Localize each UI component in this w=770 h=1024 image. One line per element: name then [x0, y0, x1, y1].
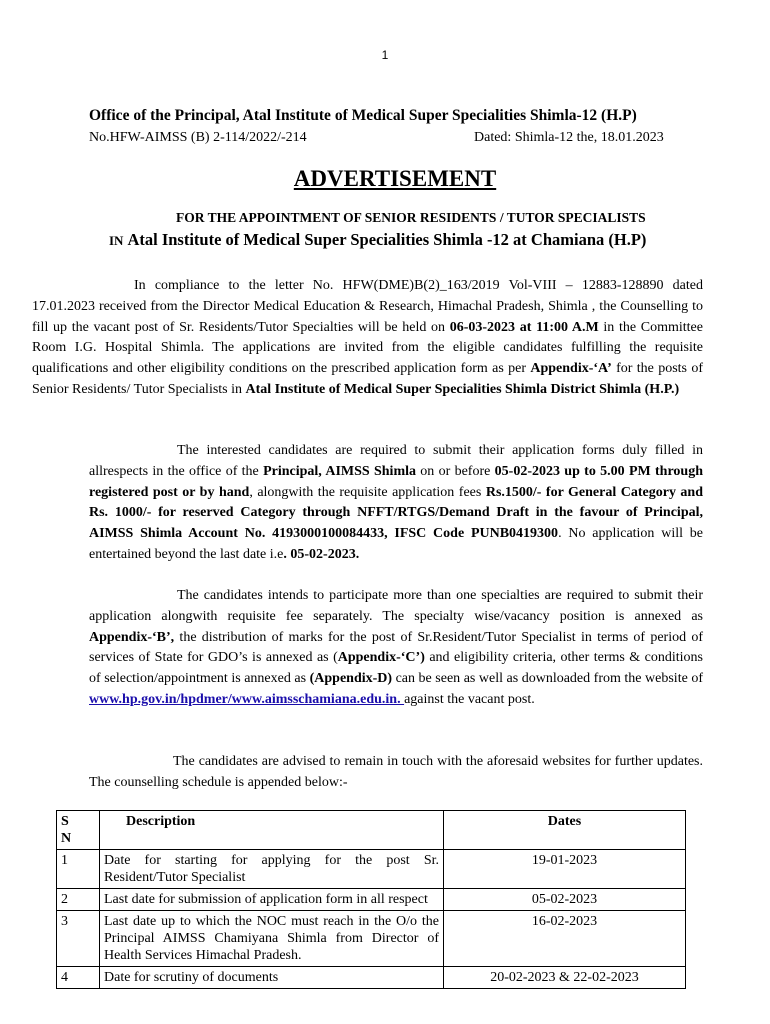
row-date: 20-02-2023 & 22-02-2023 [444, 967, 686, 989]
submission-paragraph: The interested candidates are required to submit their application forms duly filled in allrespects in the office of the Principal, AIMSS Shimla on or before 05-02-2023 up to 5.00 PM through registered post or by hand, alongwith the requisite application fees Rs.1500/- for General Category and Rs. 1000/- for reserved Category through NFFT/RTGS/Demand Draft in the favour of Principal, AIMSS Shimla Account No. 4193000100084433, IFSC Code PUNB0419300. No application will be entertained beyond the last date i.e. 05-02-2023. [89, 443, 704, 562]
row-description: Date for starting for applying for the post Sr. Resident/Tutor Specialist [100, 850, 444, 889]
row-date: 16-02-2023 [444, 911, 686, 967]
subtitle-institute [109, 230, 646, 250]
dates-header: Dates [444, 811, 686, 850]
row-date: 19-01-2023 [444, 850, 686, 889]
advertisement-title: ADVERTISEMENT [293, 166, 497, 191]
row-description: Last date up to which the NOC must reach in the O/o the Principal AIMSS Chamiyana Shimla from Director of Health Services Himachal Pradesh. [100, 911, 444, 967]
updates-paragraph: The candidates are advised to remain in touch with the aforesaid websites for further updates. The counselling schedule is appended below:- [89, 754, 703, 790]
page-number: 1 [381, 48, 389, 62]
table-header-row [57, 811, 686, 850]
description-header: Description [100, 811, 444, 850]
website-link[interactable]: www.hp.gov.in/hpdmer/www.aimsschamiana.edu.in. [89, 691, 405, 707]
row-description: Date for scrutiny of documents [100, 967, 444, 989]
appendix-paragraph: The candidates intends to participate more than one specialties are required to submit their application alongwith requisite fee separately. The specialty wise/vacancy position is annexed as Appendix-‘B’, the distribution of marks for the post of Sr.Resident/Tutor Specialist in terms of period of services of State for GDO’s is annexed as (Appendix-‘C’) and eligibility criteria, other terms & conditions of selection/appointment is annexed as (Appendix-D) can be seen as well as downloaded from the website of www.hp.gov.in/hpdmer/www.aimsschamiana.edu.in. against the vacant post. [89, 588, 703, 707]
sn-header: S N [57, 811, 100, 850]
office-heading: Office of the Principal, Atal Institute of Medical Super Specialities Shimla-12 (H.P) [89, 107, 637, 124]
row-date: 05-02-2023 [444, 889, 686, 911]
subtitle-institute-name: Atal Institute of Medical Super Specialities Shimla -12 at Chamiana (H.P) [127, 230, 647, 249]
counselling-schedule-table [56, 810, 686, 989]
table-row [57, 911, 686, 967]
table-row [57, 850, 686, 889]
row-sn: 2 [57, 889, 100, 911]
row-description: Last date for submission of application form in all respect [100, 889, 444, 911]
table-row [57, 889, 686, 911]
row-sn: 4 [57, 967, 100, 989]
row-sn: 1 [57, 850, 100, 889]
subtitle-appointment: FOR THE APPOINTMENT OF SENIOR RESIDENTS / TUTOR SPECIALISTS [176, 210, 646, 225]
issue-date: Dated: Shimla-12 the, 18.01.2023 [474, 130, 664, 145]
compliance-paragraph: In compliance to the letter No. HFW(DME)B(2)_163/2019 Vol-VIII – 12883-128890 dated 17.01.2023 received from the Director Medical Education & Research, Himachal Pradesh, Shimla , the Counselling to fill up the vacant post of Sr. Residents/Tutor Specialties will be held on 06-03-2023 at 11:00 A.M in the Committee Room I.G. Hospital Shimla. The applications are invited from the eligible candidates fulfilling the requisite qualifications and other eligibility conditions on the prescribed application form as per Appendix-‘A’ for the posts of Senior Residents/ Tutor Specialists in Atal Institute of Medical Super Specialities Shimla District Shimla (H.P.) [32, 278, 703, 397]
reference-number: No.HFW-AIMSS (B) 2-114/2022/-214 [89, 130, 307, 145]
table-row [57, 967, 686, 989]
subtitle-in-word: IN [109, 233, 124, 248]
row-sn: 3 [57, 911, 100, 967]
